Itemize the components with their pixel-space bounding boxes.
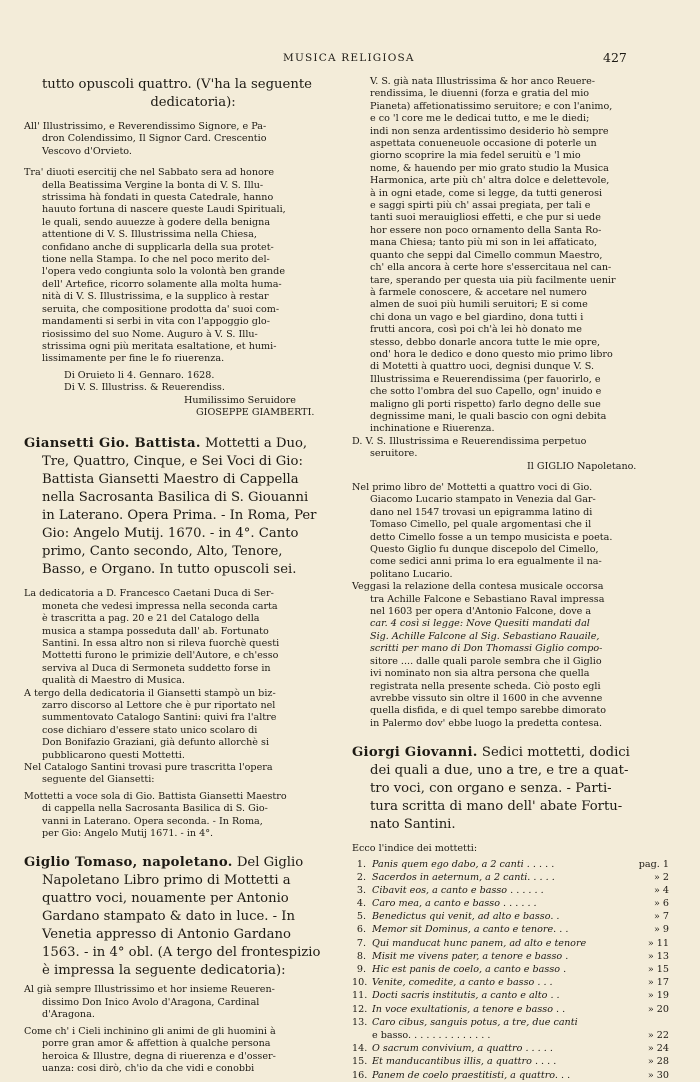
text-line: tione nella Stampa. Io che nel poco merito del-: [42, 254, 270, 266]
text-line: Questo Giglio fu dunque discepolo del Cimello,: [370, 544, 599, 556]
index-number: 9.: [356, 964, 366, 976]
text-line: La dedicatoria a D. Francesco Caetani Duca di Ser-: [24, 588, 274, 600]
index-number: 3.: [356, 884, 366, 896]
text-line: Al già sempre Illustrissimo et hor insieme Reueren-: [24, 984, 275, 996]
giorgi-entry: [352, 744, 672, 834]
text-line: Nel Catalogo Santini trovasi pure trascritta l'opera: [24, 762, 273, 774]
text-line: Basso, e Organo. In tutto opuscoli sei.: [42, 562, 297, 578]
entry-name: Giorgi Giovanni.: [352, 745, 478, 761]
text-line: mandamenti si serbi in vita con l'appoggio glo-: [42, 316, 270, 328]
text-line: strissima ogni più meritata esaltatione, et humi-: [42, 340, 277, 352]
text-line: in Palermo dov' ebbe luogo la predetta contesa.: [370, 717, 603, 729]
index-page: » 7: [653, 911, 669, 923]
index-page: » 15: [647, 964, 669, 976]
index-row: [352, 1016, 672, 1029]
index-title: Cibavit eos, a canto e basso . . . . . .: [372, 884, 544, 896]
text-line: Pianeta) affetionatissimo seruitore; e con l'animo,: [370, 100, 613, 112]
giglio-addressee: [24, 984, 344, 1021]
index-row: [352, 1042, 672, 1055]
text-line: Don Bonifazio Graziani, già defunto allorchè si: [42, 737, 270, 749]
text-line: mana Chiesa; tanto più mi son in lei affaticato,: [370, 237, 598, 249]
text-line: seruita, che compositione prodotta da' suoi com-: [42, 303, 280, 315]
text-line: cose dichiaro d'essere stato unico scolaro di: [42, 724, 258, 736]
text-line: tanti suoi merauigliosi effetti, e che pur si uede: [370, 212, 601, 224]
text-line: à in ogni etade, come si legge, da tutti generosi: [370, 187, 603, 199]
text-line: Del Giglio: [236, 855, 304, 871]
text-line: serviva al Duca di Sermoneta suddetto forse in: [42, 662, 271, 674]
text-line: tro voci, con organo e senza. - Parti-: [370, 781, 612, 797]
index-number: 6.: [356, 924, 366, 936]
text-line: riosissimo del suo Nome. Auguro à V. S. Illu-: [42, 328, 258, 340]
index-page: » 2: [653, 871, 669, 883]
index-title: Hic est panis de coelo, a canto e basso .: [372, 964, 567, 976]
index-title: Sacerdos in aeternum, a 2 canti. . . . .: [372, 871, 555, 883]
text-line: Tomaso Cimello, pel quale argomentasi che il: [370, 519, 592, 531]
index-title: Memor sit Dominus, a canto e tenore. . .: [372, 924, 569, 936]
text-line: ivi nominato non sia altra persona che quella: [370, 668, 590, 680]
index-page: » 11: [647, 937, 669, 949]
text-line: primo, Canto secondo, Alto, Tenore,: [42, 544, 283, 560]
index-title: Qui manducat hunc panem, ad alto e tenore: [372, 937, 587, 949]
text-line: seruitore.: [370, 448, 418, 460]
text-line: vanni in Laterano. Opera seconda. - In Roma,: [42, 815, 263, 827]
text-line: dron Colendissimo, Il Signor Card. Crescentio: [42, 133, 267, 145]
text-line: nome, & hauendo per mio grato studio la Musica: [370, 162, 609, 174]
giglio-note-1: [352, 482, 672, 581]
giglio-note-2: [352, 581, 672, 730]
text-line: confidano anche di supplicarla della sua protet-: [42, 241, 274, 253]
text-line: dell' Artefice, ricorro solamente alla molta huma-: [42, 278, 282, 290]
text-line: dano nel 1547 trovasi un epigramma latino di: [370, 506, 593, 518]
index-row: [352, 963, 672, 976]
index-page: » 4: [653, 884, 669, 896]
text-line: degnissime mani, le quali bascio con ogni debita: [370, 410, 607, 422]
giansetti-note-4: [24, 791, 344, 841]
index-row: [352, 871, 672, 884]
text-line: musica a stampa posseduta dall' ab. Fortunato: [42, 625, 269, 637]
index-title: Caro mea, a canto e basso . . . . . .: [372, 898, 537, 910]
index-row: [352, 976, 672, 989]
text-line: tutto opuscoli quattro. (V'ha la seguente: [42, 77, 312, 92]
index-number: 16.: [352, 1069, 368, 1081]
text-line: come sedici anni prima lo era egualmente il na-: [370, 556, 602, 568]
index-number: 12.: [352, 1003, 368, 1015]
text-line: uanza: cosi dirò, ch'io da che vidi e conobbi: [42, 1062, 255, 1074]
text-line: porre gran amor & affettion à qualche persona: [42, 1038, 271, 1050]
index-page: pag. 1: [638, 858, 669, 870]
index-title: Et manducantibus illis, a quattro . . . .: [372, 1056, 557, 1068]
text-line: Battista Giansetti Maestro di Cappella: [42, 472, 299, 488]
text-line: seguente del Giansetti:: [42, 774, 155, 786]
text-line: Sig. Achille Falcone al Sig. Sebastiano Rauaile,: [370, 630, 600, 642]
text-line: hor essere non poco ornamento della Santa Ro-: [370, 224, 602, 236]
index-page: » 9: [653, 924, 669, 936]
giglio-entry: [24, 854, 344, 980]
text-line: Giacomo Lucario stampato in Venezia dal Gar-: [370, 494, 596, 506]
text-line: dei quali a due, uno a tre, e tre a quat-: [370, 763, 629, 779]
index-page: » 22: [647, 1029, 669, 1041]
text-line: le quali, sendo auuezze à godere della benigna: [42, 216, 271, 228]
text-line: tra Achille Falcone e Sebastiano Raval impressa: [370, 593, 605, 605]
text-line: nella Sacrosanta Basilica di S. Giouanni: [42, 490, 309, 506]
index-page: » 20: [647, 1003, 669, 1015]
text-line: pubblicarono questi Mottetti.: [42, 749, 185, 761]
giansetti-note-1: [24, 588, 344, 687]
text-line: Sedici mottetti, dodici: [481, 745, 630, 761]
text-line: A tergo della dedicatoria il Giansetti stampò un biz-: [24, 687, 276, 699]
text-line: frutti ancora, così poi ch'à lei hò donato me: [370, 324, 582, 336]
index-page: » 13: [647, 950, 669, 962]
text-line: summentovato Catalogo Santini: quivi fra l'altre: [42, 712, 277, 724]
index-intro: Ecco l'indice dei mottetti:: [352, 843, 478, 855]
giansetti-note-2: [24, 688, 344, 762]
text-line: Mottetti a Duo,: [204, 436, 308, 452]
index-number: 14.: [352, 1043, 368, 1055]
place-date: Di Oruieto li 4. Gennaro. 1628.: [64, 369, 215, 381]
text-line: Venetia appresso di Antonio Gardano: [42, 927, 291, 943]
text-line: quanto che seppi dal Cimello commun Maestro,: [370, 249, 603, 261]
text-line: politano Lucario.: [370, 568, 453, 580]
text-line: Veggasi la relazione della contesa musicale occorsa: [352, 581, 604, 593]
text-line: qualità di Maestro di Musica.: [42, 675, 185, 687]
text-line: All' Illustrissimo, e Reverendissimo Signore, e Pa-: [24, 121, 267, 132]
text-line: in Laterano. Opera Prima. - In Roma, Per: [42, 508, 317, 524]
text-line: di Motetti à quattro uoci, degnisi dunque V. S.: [370, 361, 595, 373]
text-line: detto Cimello fosse a un tempo musicista e poeta.: [370, 531, 613, 543]
text-line: è trascritta a pag. 20 e 21 del Catalogo della: [42, 613, 260, 625]
text-line: Vescovo d'Orvieto.: [42, 145, 132, 157]
index-number: 15.: [352, 1056, 368, 1068]
index-row: [352, 989, 672, 1002]
index-row: [352, 937, 672, 950]
giglio-dedication: [24, 1026, 344, 1076]
right-column: [352, 76, 672, 1082]
text-line: giorno scoprire la mia fedel seruitù e 'l mio: [370, 150, 581, 162]
text-line: Nel primo libro de' Mottetti a quattro voci di Gio.: [352, 482, 593, 493]
text-line: à farmele conoscere, & accetare nel numero: [370, 286, 587, 298]
index-title: Misit me vivens pater, a tenore e basso .: [372, 950, 569, 962]
page-number: 427: [603, 50, 627, 65]
index-page: » 19: [647, 990, 669, 1002]
text-line: Mottetti a voce sola di Gio. Battista Giansetti Maestro: [24, 790, 287, 802]
dedication-continued: [352, 76, 672, 473]
text-line: Santini. In essa altro non si rileva fuorchè questi: [42, 637, 280, 649]
text-line: Napoletano Libro primo di Mottetti a: [42, 873, 291, 889]
index-number: 7.: [356, 937, 366, 949]
entry-name: Giansetti Gio. Battista.: [24, 436, 201, 452]
text-line: registrata nella presente scheda. Ciò posto egli: [370, 680, 601, 692]
index-page: » 6: [653, 898, 669, 910]
text-line: Come ch' i Cieli inchinino gli animi de gli huomini à: [24, 1025, 276, 1037]
text-line: 1563. - in 4° obl. (A tergo del frontespizio: [42, 945, 321, 961]
text-line: dissimo Don Inico Avolo d'Aragona, Cardinal: [42, 996, 260, 1008]
index-row: [352, 923, 672, 936]
text-line: moneta che vedesi impressa nella seconda carta: [42, 600, 278, 612]
text-line: d'Aragona.: [42, 1009, 95, 1021]
text-line: V. S. già nata Illustrissima & hor anco Reuere-: [370, 76, 596, 87]
index-number: 4.: [356, 898, 366, 910]
index-number: 2.: [356, 871, 366, 883]
text-line: Harmonica, arte più ch' altra dolce e delettevole,: [370, 175, 610, 187]
text-line: maligno gli porti rispetto) farlo degno delle sue: [370, 398, 601, 410]
text-line: strissima hà fondati in questa Catedrale, hanno: [42, 192, 274, 204]
text-line: ch' ella ancora à certe hore s'essercitaua nel can-: [370, 262, 612, 274]
text-line: inchinatione e Riuerenza.: [370, 423, 495, 435]
text-line: zarro discorso al Lettore che è pur riportato nel: [42, 700, 276, 711]
text-line: Tra' diuoti esercitij che nel Sabbato sera ad honore: [24, 167, 275, 179]
text-line: tare, sperando per questa uia più facilmente uenir: [370, 274, 616, 286]
index-page: » 24: [647, 1043, 669, 1055]
index-row: [352, 1003, 672, 1016]
text-line: quella disfida, e di quel tempo sarebbe dimorato: [370, 705, 607, 717]
text-line: rendissima, le diuenni (forza e gratia del mio: [370, 88, 590, 100]
text-line: dedicatoria):: [150, 95, 236, 110]
index-title: Panem de coelo praestitisti, a quattro. . .: [372, 1069, 571, 1081]
text-line: sitore .... dalle quali parole sembra che il Giglio: [370, 655, 602, 667]
text-line: aspettata conueneuole occasione di poterle un: [370, 138, 597, 150]
text-line: di cappella nella Sacrosanta Basilica di S. Gio-: [42, 803, 268, 815]
text-line: e co 'l core me le dedicai tutto, e me le diedi;: [370, 113, 590, 125]
index-number: 10.: [352, 977, 368, 989]
motet-index: [352, 858, 672, 1082]
intro-text: [24, 76, 344, 112]
index-row: [352, 1029, 672, 1042]
running-header: [0, 52, 700, 68]
text-line: lissimamente per fine le fo riuerenza.: [42, 353, 225, 365]
text-line: Illustrissima e Reuerendissima (per fauorirlo, e: [370, 373, 601, 385]
index-page: » 30: [647, 1069, 669, 1081]
dedication-addressee: [24, 121, 344, 158]
text-line: chi dona un vago e bel giardino, dona tutti i: [370, 311, 584, 323]
left-column: [24, 76, 344, 1075]
giansetti-entry: [24, 435, 344, 579]
index-row: [352, 1055, 672, 1068]
text-line: almen de suoi più humili seruitori; E si come: [370, 299, 588, 311]
index-page: » 28: [647, 1056, 669, 1068]
text-line: stesso, debbo donarle ancora tutte le mie opre,: [370, 336, 601, 348]
dedication-text: [24, 167, 344, 419]
index-title: Venite, comedite, a canto e basso . . .: [372, 977, 553, 989]
index-title: e basso. . . . . . . . . . . . . .: [372, 1029, 491, 1041]
text-line: Mottetti furono le primizie dell'Autore, e ch'esso: [42, 650, 279, 662]
signature: GIOSEPPE GIAMBERTI.: [196, 406, 315, 418]
index-number: 13.: [352, 1016, 368, 1028]
entry-name: Giglio Tomaso, napoletano.: [24, 855, 233, 871]
index-number: 5.: [356, 911, 366, 923]
text-line: hauuto fortuna di nascere queste Laudi Spirituali,: [42, 204, 286, 216]
text-line: car. 4 così si legge: Nove Quesiti mandati dal: [370, 618, 590, 630]
running-title: MUSICA RELIGIOSA: [283, 52, 415, 64]
index-title: Benedictus qui venit, ad alto e basso. .: [372, 911, 560, 923]
text-line: avrebbe vissuto sin oltre il 1600 in che avvenne: [370, 692, 603, 704]
index-number: 1.: [356, 858, 366, 870]
text-line: e saggi spirti più ch' assai pregiata, per tali e: [370, 200, 591, 212]
index-title: Docti sacris institutis, a canto e alto . .: [372, 990, 560, 1002]
index-title: Caro cibus, sanguis potus, a tre, due canti: [372, 1016, 578, 1028]
index-row: [352, 950, 672, 963]
index-title: Panis quem ego dabo, a 2 canti . . . . .: [372, 858, 555, 870]
index-row: [352, 910, 672, 923]
text-line: attentione di V. S. Illustrissima nella Chiesa,: [42, 229, 257, 241]
text-line: quattro voci, nouamente per Antonio: [42, 891, 289, 907]
index-page: » 17: [647, 977, 669, 989]
text-line: Gardano stampato & dato in luce. - In: [42, 909, 296, 925]
text-line: Tre, Quattro, Cinque, e Sei Voci di Gio:: [42, 454, 303, 470]
index-number: 8.: [356, 950, 366, 962]
index-number: 11.: [352, 990, 368, 1002]
index-row: [352, 897, 672, 910]
text-line: l'opera vedo congiunta solo la volontà ben grande: [42, 266, 286, 278]
giansetti-note-3: [24, 762, 344, 787]
text-line: nel 1603 per opera d'Antonio Falcone, dove a: [370, 606, 592, 618]
text-line: nato Santini.: [370, 817, 456, 833]
index-row: [352, 884, 672, 897]
text-line: tura scritta di mano dell' abate Fortu-: [370, 799, 623, 815]
text-line: Gio: Angelo Mutij. 1670. - in 4°. Canto: [42, 526, 299, 542]
text-line: scritti per mano di Don Thomassi Giglio compo-: [370, 643, 603, 655]
closing-formula: D. V. S. Illustrissima e Reuerendissima perpetuo: [352, 435, 587, 447]
servant-line: Humilissimo Seruidore: [184, 394, 296, 406]
closing-formula: Di V. S. Illustriss. & Reuerendiss.: [64, 382, 225, 394]
index-row: [352, 858, 672, 871]
text-line: che sotto l'ombra del suo Capello, ogn' inuido e: [370, 386, 602, 398]
signature: Il GIGLIO Napoletano.: [527, 460, 637, 472]
text-line: ond' hora le dedico e dono questo mio primo libro: [370, 348, 613, 360]
index-title: O sacrum convivium, a quattro . . . . .: [372, 1043, 553, 1055]
index-title: In voce exultationis, a tenore e basso . .: [372, 1003, 566, 1015]
text-line: indi non senza ardentissimo desiderio hò sempre: [370, 125, 609, 137]
index-row: [352, 1069, 672, 1082]
text-line: heroica & Illustre, degna di riuerenza e d'osser-: [42, 1050, 276, 1062]
text-line: nità di V. S. Illustrissima, e la supplico à restar: [42, 291, 269, 303]
text-line: della Beatissima Vergine la bonta di V. S. Illu-: [42, 179, 264, 191]
text-line: per Gio: Angelo Mutij 1671. - in 4°.: [42, 828, 214, 840]
text-line: è impressa la seguente dedicatoria):: [42, 963, 286, 979]
